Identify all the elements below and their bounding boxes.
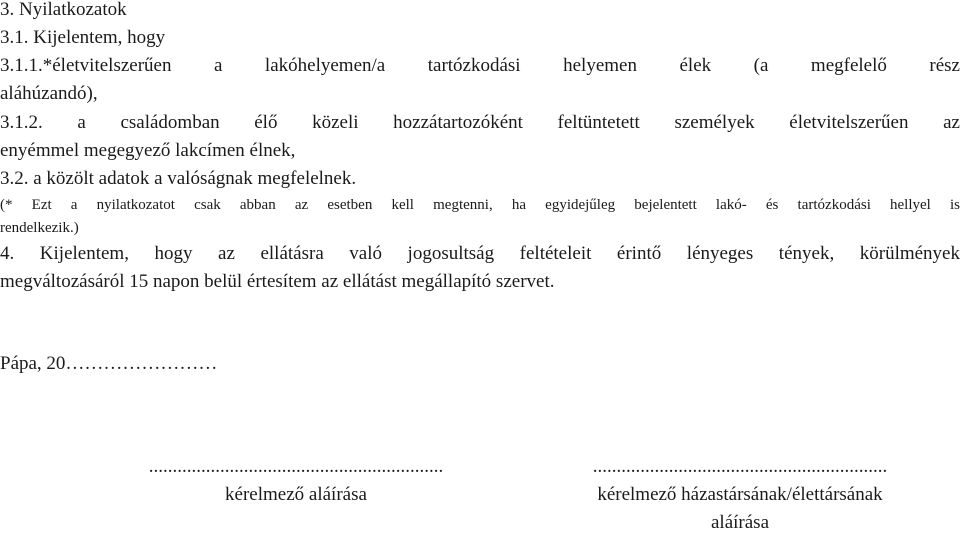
place-date-field: Pápa, 20…………………… xyxy=(0,353,218,374)
signature-right-line: .............................................................. xyxy=(592,456,888,477)
footnote-line2: rendelkezik.) xyxy=(0,220,79,236)
declaration-intro: 3.1. Kijelentem, hogy xyxy=(0,27,166,48)
item-3-1-2-line2: enyémmel megegyező lakcímen élnek, xyxy=(0,140,296,161)
item-3-1-1-line2: aláhúzandó), xyxy=(0,83,98,104)
signature-left-line: .............................................................. xyxy=(148,456,444,477)
item-3-1-2-line1: 3.1.2. a családomban élő közeli hozzátartozóként feltüntetett személyek életvitelszerűen az xyxy=(0,112,960,133)
item-4-line1: 4. Kijelentem, hogy az ellátásra való jogosultság feltételeit érintő lényeges tények, körülmények xyxy=(0,243,960,264)
signature-right-label-line2: aláírása xyxy=(710,512,769,533)
item-4-line2: megváltozásáról 15 napon belül értesítem az ellátást megállapító szervet. xyxy=(0,271,555,292)
item-3-2: 3.2. a közölt adatok a valóságnak megfelelnek. xyxy=(0,168,357,189)
signature-right-label-line1: kérelmező házastársának/élettársának xyxy=(597,484,883,505)
section-heading: 3. Nyilatkozatok xyxy=(0,0,127,20)
item-3-1-1-line1: 3.1.1.*életvitelszerűen a lakóhelyemen/a tartózkodási helyemen élek (a megfelelő rész xyxy=(0,55,960,76)
signature-left-label: kérelmező aláírása xyxy=(225,484,367,505)
footnote-line1: (* Ezt a nyilatkozatot csak abban az esetben kell megtenni, ha egyidejűleg bejelentett lakó- és tartózkodási hellyel is xyxy=(0,197,960,213)
